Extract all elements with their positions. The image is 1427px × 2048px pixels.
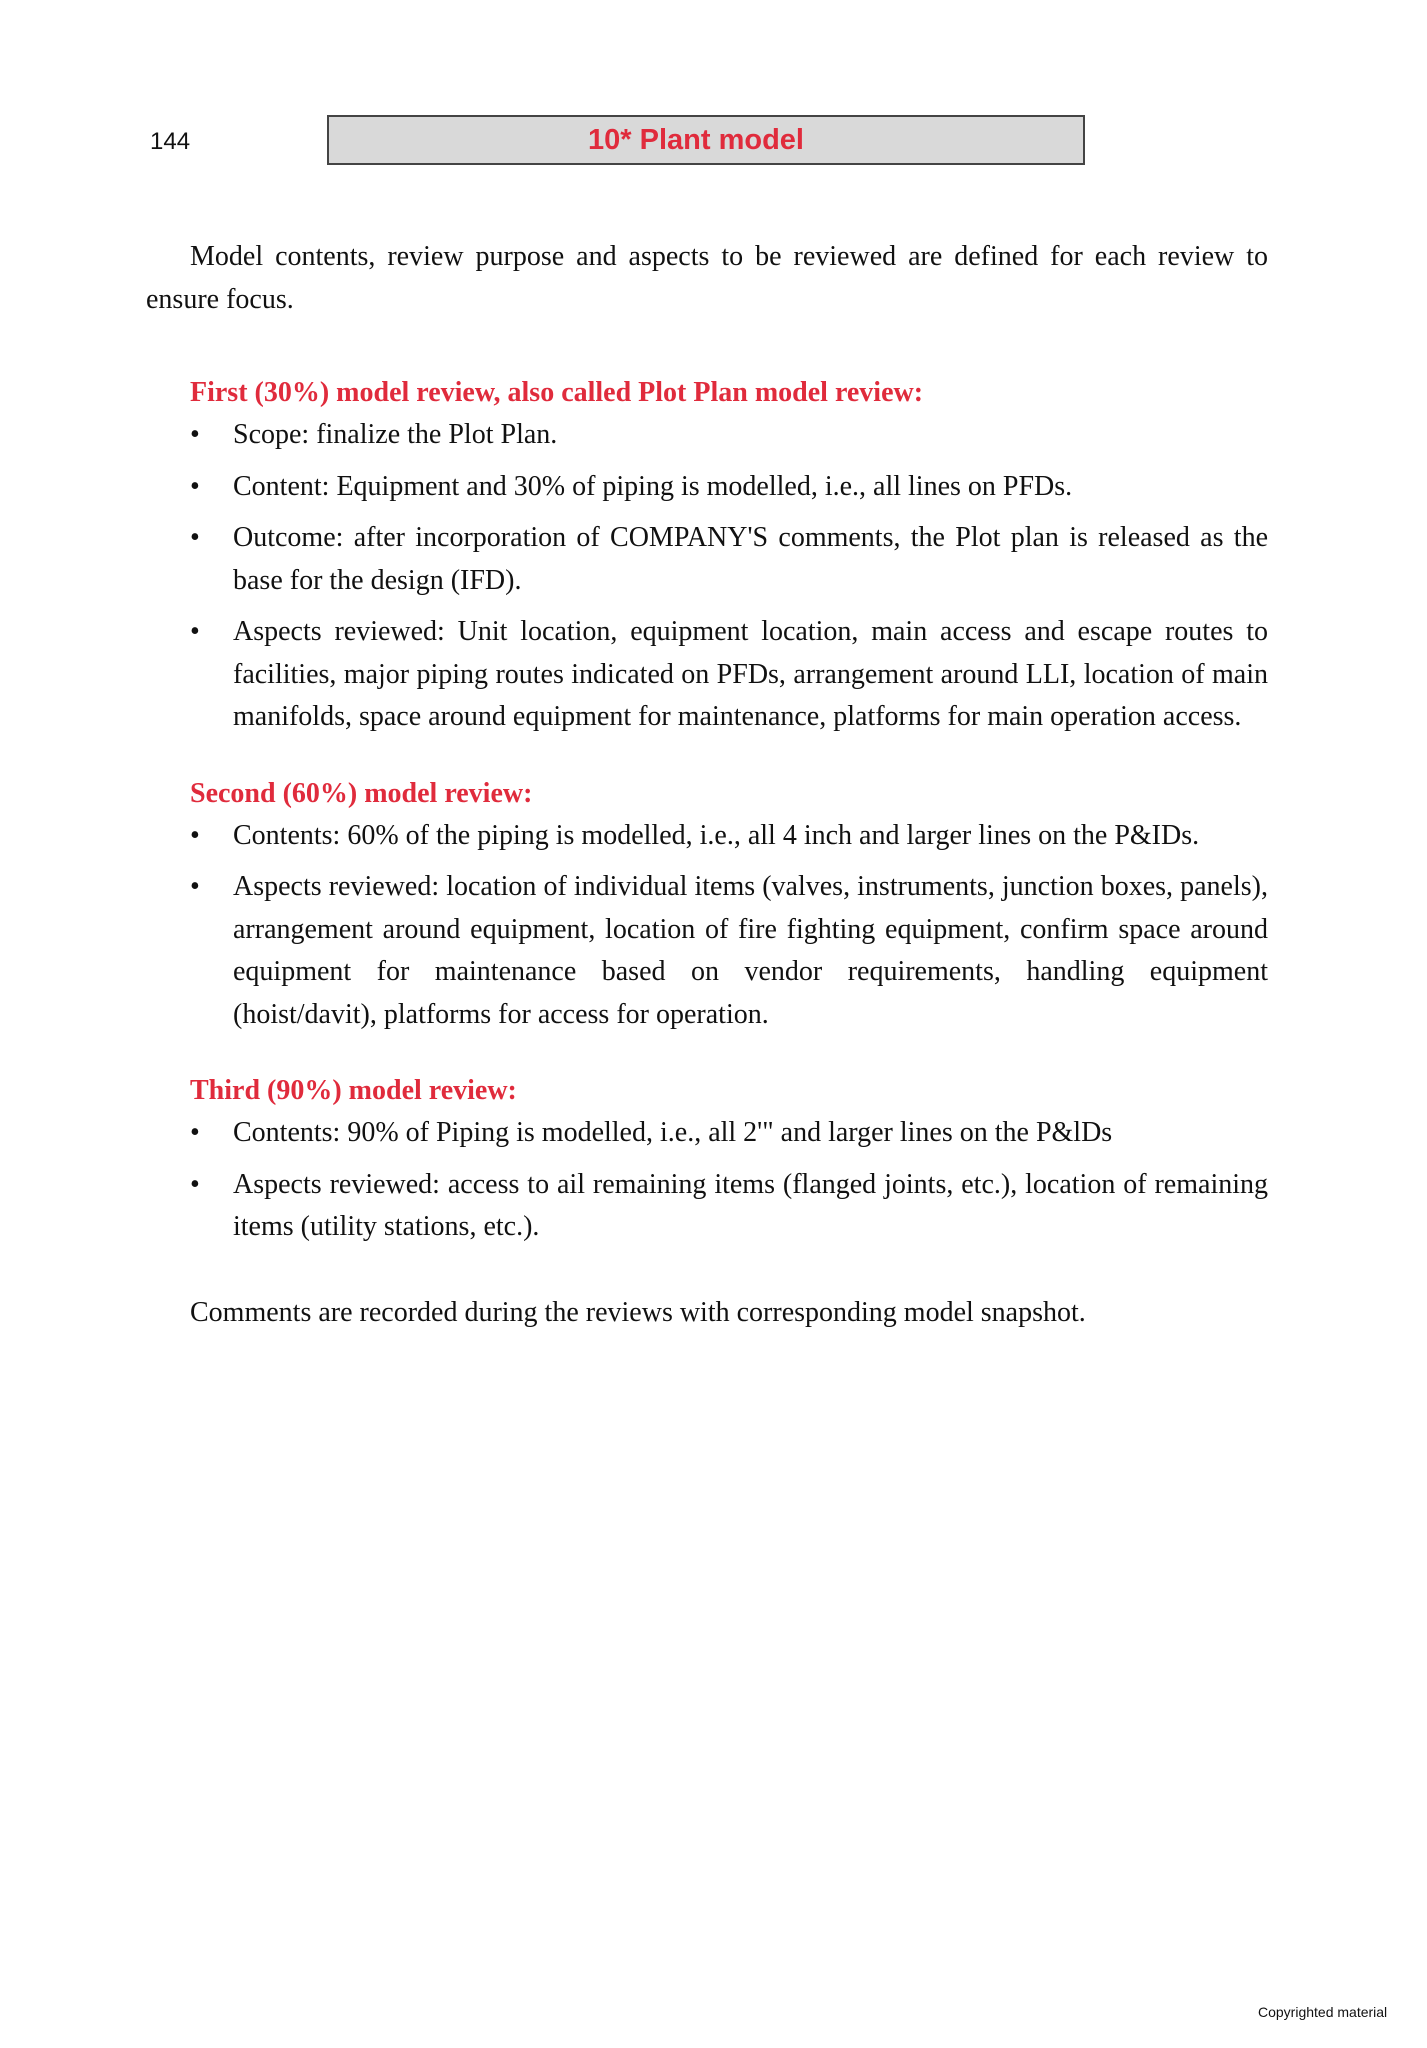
page-number: 144: [150, 128, 191, 155]
bullet-icon: •: [190, 1168, 200, 1200]
bullet-list: [146, 1112, 1268, 1249]
section-heading: Second (60%) model review:: [190, 777, 533, 809]
section-heading: First (30%) model review, also called Plot Plan model review:: [190, 377, 924, 408]
bullet-icon: •: [190, 419, 200, 450]
list-item-text: Aspects reviewed: Unit location, equipment location, main access and escape routes to facilities, major piping routes indicated on PFDs, arrangement around LLI, location of main manifolds, space around equipment for maintenance, platforms for main operation access.: [233, 616, 1268, 732]
chapter-title: 10* Plant model: [588, 123, 804, 156]
bullet-list: [146, 414, 1268, 739]
bullet-icon: •: [190, 1117, 200, 1148]
section-first-review: [146, 372, 1268, 739]
list-item: [146, 815, 1268, 858]
bullet-list: [146, 815, 1268, 1037]
list-item-text: Contents: 90% of Piping is modelled, i.e., all 2'" and larger lines on the P&lDs: [233, 1117, 1113, 1148]
list-item: [146, 1164, 1268, 1249]
bullet-icon: •: [190, 871, 200, 902]
list-item: [146, 1112, 1268, 1155]
list-item: [146, 466, 1268, 509]
section-second-review: [146, 773, 1268, 1037]
list-item-text: Outcome: after incorporation of COMPANY'S comments, the Plot plan is released as the base for the design (IFD).: [233, 522, 1268, 596]
list-item: [146, 414, 1268, 457]
bullet-icon: •: [190, 616, 200, 647]
section-third-review: [146, 1070, 1268, 1249]
page-body: [146, 236, 1268, 1334]
section-heading: Third (90%) model review:: [190, 1075, 517, 1106]
chapter-header-box: [327, 115, 1085, 165]
list-item: [146, 611, 1268, 739]
list-item: [146, 517, 1268, 602]
list-item-text: Aspects reviewed: location of individual items (valves, instruments, junction boxes, panels), arrangement around equipment, location of fire fighting equipment, confirm space around equipment for maintenance based on vendor requirements, handling equipment (hoist/davit), platforms for access for operation.: [233, 871, 1268, 1030]
bullet-icon: •: [190, 522, 200, 553]
list-item-text: Contents: 60% of the piping is modelled, i.e., all 4 inch and larger lines on the P&IDs.: [233, 819, 1200, 851]
closing-paragraph: Comments are recorded during the reviews with corresponding model snapshot.: [190, 1296, 1086, 1328]
bullet-icon: •: [190, 470, 200, 502]
bullet-icon: •: [190, 819, 200, 851]
copyright-notice: Copyrighted material: [1258, 2004, 1388, 2020]
list-item-text: Content: Equipment and 30% of piping is modelled, i.e., all lines on PFDs.: [233, 470, 1073, 502]
list-item-text: Scope: finalize the Plot Plan.: [233, 419, 558, 450]
list-item: [146, 866, 1268, 1036]
list-item-text: Aspects reviewed: access to ail remaining items (flanged joints, etc.), location of remaining items (utility stations, etc.).: [233, 1168, 1268, 1242]
intro-paragraph: Model contents, review purpose and aspects to be reviewed are defined for each review to ensure focus.: [146, 241, 1268, 315]
